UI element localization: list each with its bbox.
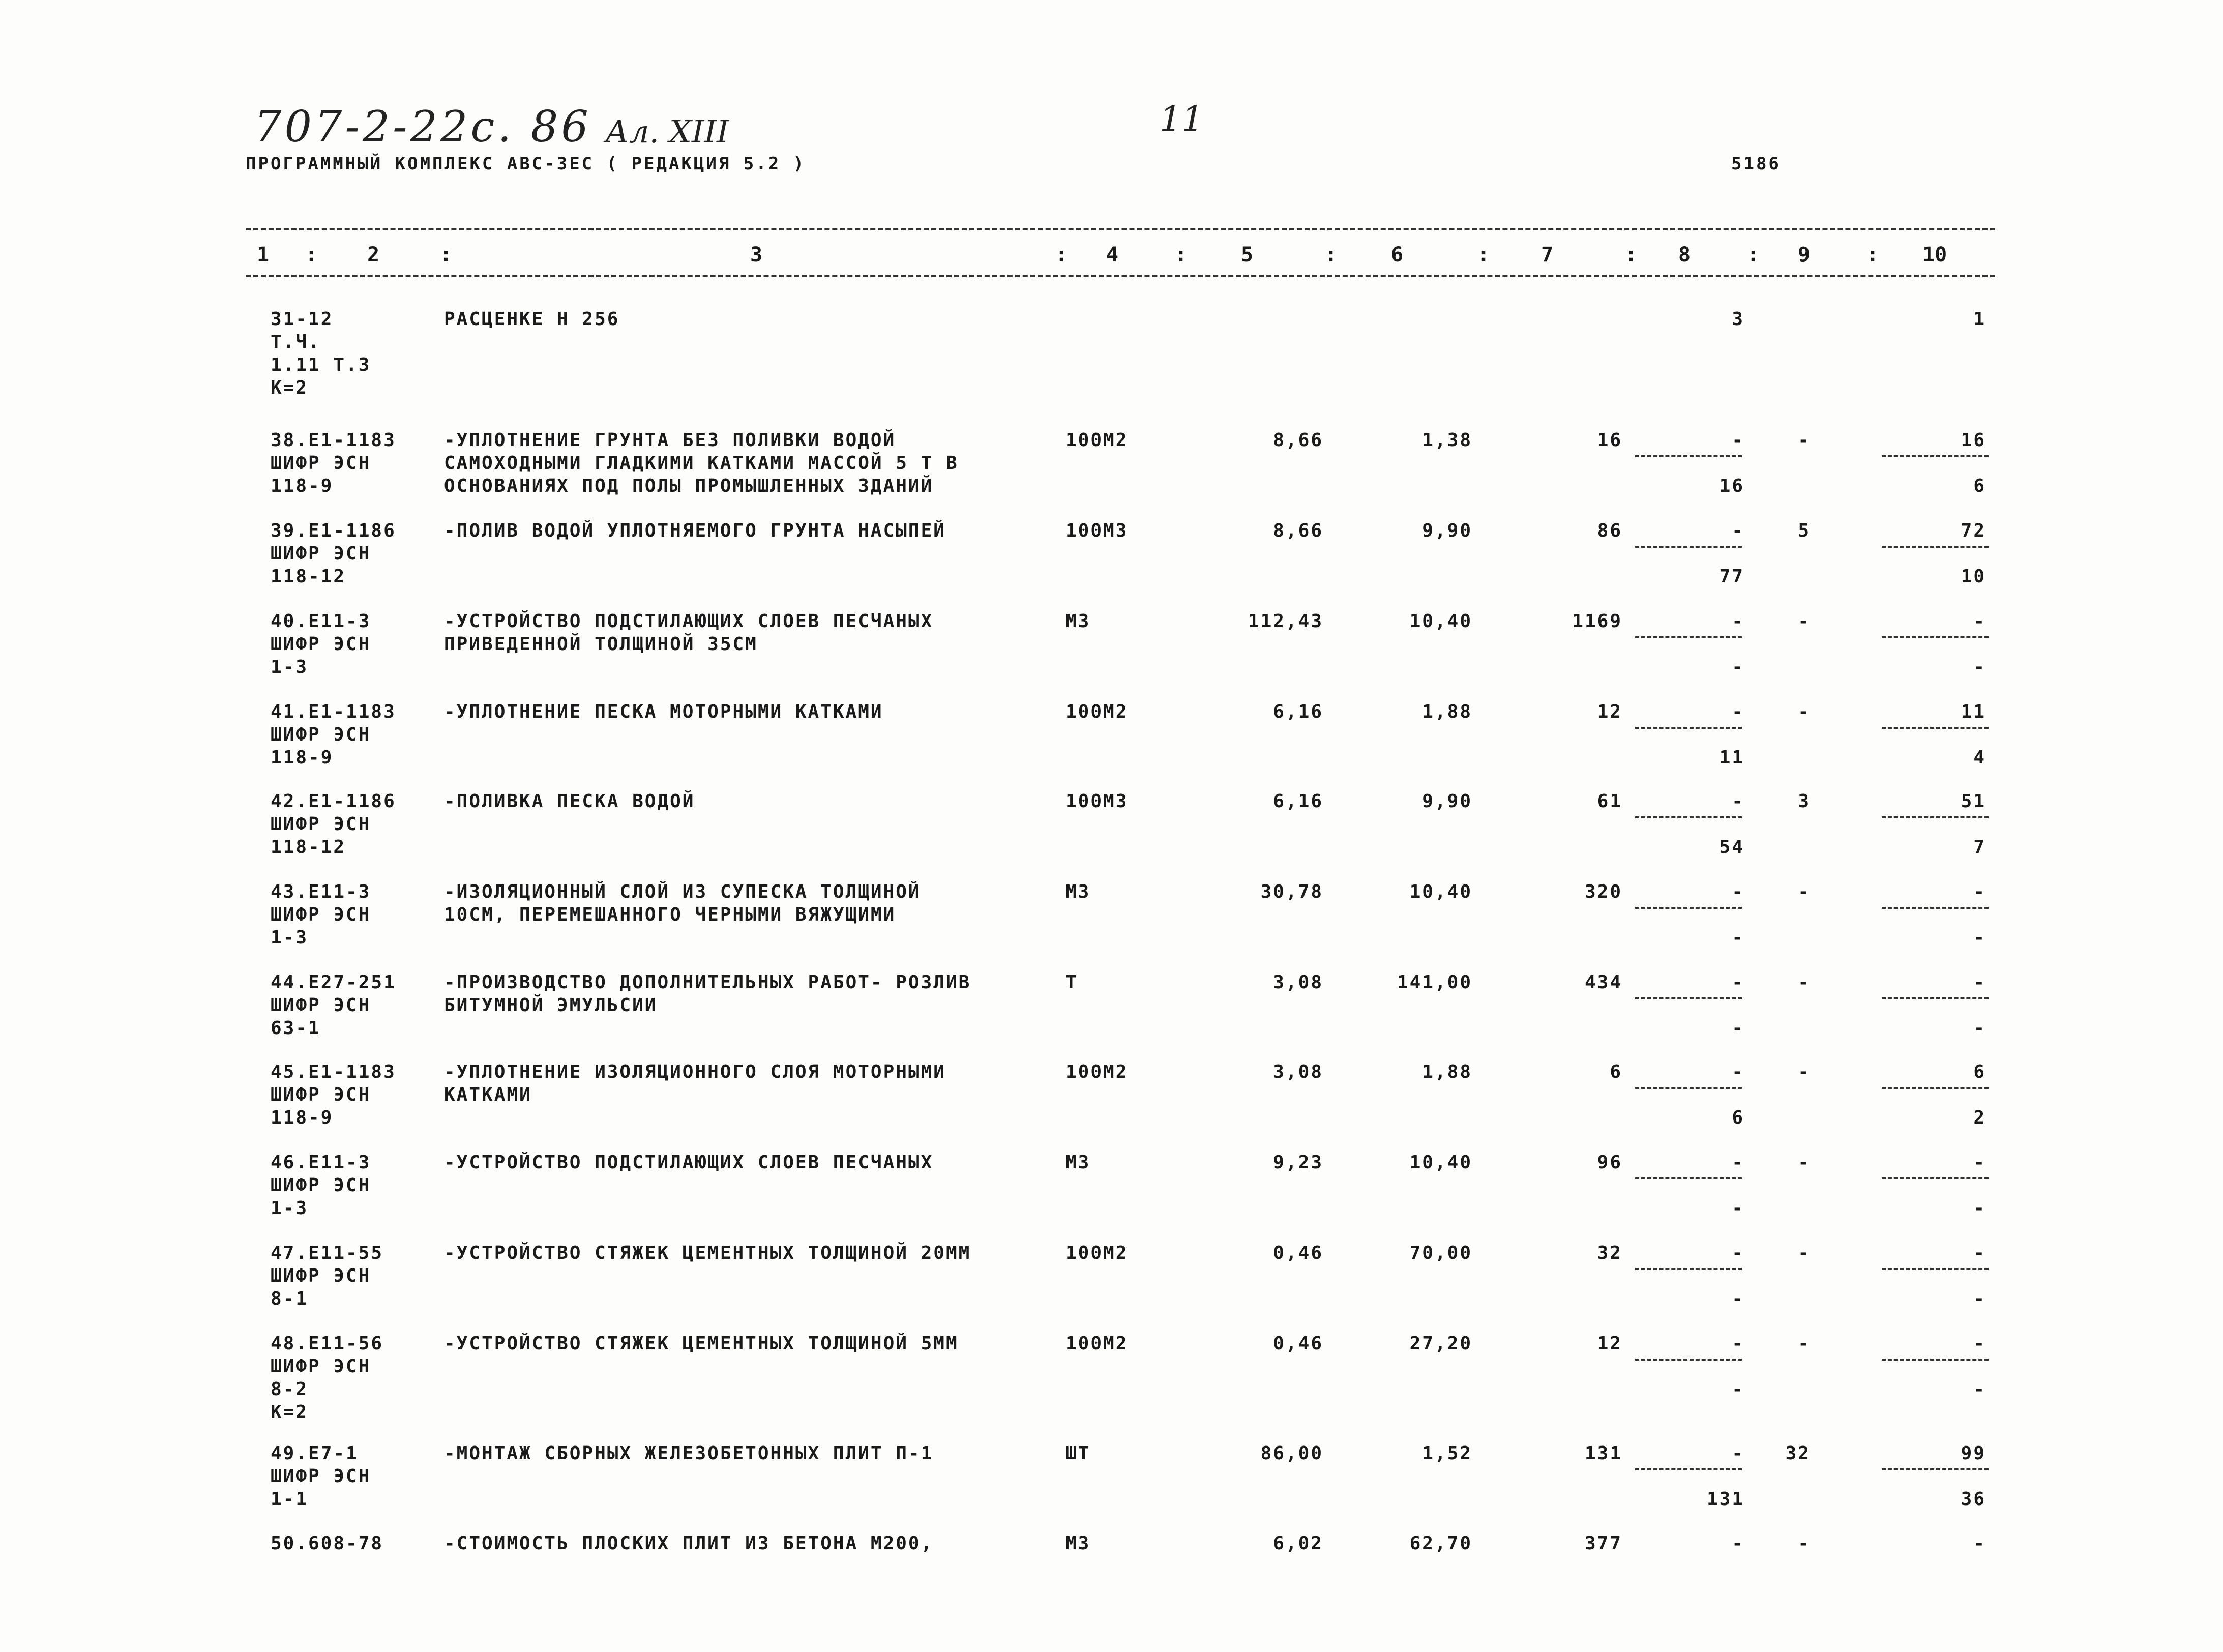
row-code-line: 118-12: [271, 566, 346, 587]
row-description-line: -ПОЛИВ ВОДОЙ УПЛОТНЯЕМОГО ГРУНТА НАСЫПЕЙ: [444, 520, 946, 541]
row-col8-top: -: [1732, 791, 1744, 812]
col10-divider: [1882, 907, 1989, 909]
col8-divider: [1635, 907, 1742, 909]
col8-divider: [1635, 1468, 1742, 1470]
row-code-line: 40.Е11-3: [271, 611, 371, 632]
row-col8-bottom: 77: [1719, 566, 1744, 587]
row-unit-price: 27,20: [1409, 1333, 1472, 1354]
row-total-cost: 320: [1584, 881, 1622, 902]
row-description-line: КАТКАМИ: [444, 1084, 532, 1105]
row-quantity: 8,66: [1273, 520, 1323, 541]
row-col8-top: -: [1732, 972, 1744, 993]
row-description-line: -СТОИМОСТЬ ПЛОСКИХ ПЛИТ ИЗ БЕТОНА М200,: [444, 1533, 934, 1554]
row-description-line: -МОНТАЖ СБОРНЫХ ЖЕЛЕЗОБЕТОННЫХ ПЛИТ П-1: [444, 1443, 934, 1464]
row-col10-top: 99: [1961, 1443, 1986, 1464]
column-separator: :: [1325, 243, 1338, 267]
row-col10-top: 11: [1961, 701, 1986, 722]
row-code-line: ШИФР ЭСН: [271, 1356, 371, 1377]
row-unit-price: 1,38: [1422, 430, 1472, 451]
row-col10-bottom: 4: [1973, 747, 1986, 768]
row-col8-top: -: [1732, 1533, 1744, 1554]
column-separator: :: [1625, 243, 1638, 267]
row-code-line: 1-3: [271, 657, 309, 677]
row-col9: -: [1798, 1152, 1811, 1173]
column-header: 6: [1391, 243, 1404, 267]
row-description-line: -УПЛОТНЕНИЕ ИЗОЛЯЦИОННОГО СЛОЯ МОТОРНЫМИ: [444, 1061, 946, 1082]
row-total-cost: 61: [1597, 791, 1622, 812]
row-col9: -: [1798, 701, 1811, 722]
row-quantity: 86,00: [1260, 1443, 1323, 1464]
row-code-line: 118-12: [271, 837, 346, 858]
row-col10-top: -: [1973, 1243, 1986, 1263]
row-code-line: 44.Е27-251: [271, 972, 396, 993]
row-code-line: 118-9: [271, 747, 334, 768]
column-header: 1: [257, 243, 270, 267]
row-col10-top: -: [1973, 1152, 1986, 1173]
row-code-line: 1.11 Т.3: [271, 355, 371, 375]
column-separator: :: [1866, 243, 1879, 267]
col8-divider: [1635, 546, 1742, 548]
row-col9: -: [1798, 430, 1811, 451]
row-description-line: РАСЦЕНКЕ Н 256: [444, 309, 620, 330]
row-col10-bottom: -: [1973, 1379, 1986, 1400]
row-code-line: ШИФР ЭСН: [271, 1084, 371, 1105]
row-code-line: ШИФР ЭСН: [271, 1175, 371, 1196]
row-unit: М3: [1065, 1533, 1091, 1554]
row-code-line: 49.Е7-1: [271, 1443, 359, 1464]
program-line: ПРОГРАММНЫЙ КОМПЛЕКС АВС-3ЕС ( РЕДАКЦИЯ 5.2 ): [246, 154, 806, 174]
row-col8-top: -: [1732, 1333, 1744, 1354]
row-col10-top: -: [1973, 1533, 1986, 1554]
col8-divider: [1635, 1087, 1742, 1089]
row-total-cost: 16: [1597, 430, 1622, 451]
row-code-line: ШИФР ЭСН: [271, 1466, 371, 1487]
row-col10-bottom: 6: [1973, 476, 1986, 496]
row-total-cost: 131: [1584, 1443, 1622, 1464]
row-code-line: ШИФР ЭСН: [271, 724, 371, 745]
row-col9: 5: [1798, 520, 1811, 541]
row-code-line: 45.Е1-1183: [271, 1061, 396, 1082]
header-bottom-rule: [246, 275, 1995, 277]
col10-divider: [1882, 636, 1989, 638]
row-unit-price: 62,70: [1409, 1533, 1472, 1554]
row-code-line: К=2: [271, 377, 309, 398]
row-description-line: САМОХОДНЫМИ ГЛАДКИМИ КАТКАМИ МАССОЙ 5 Т В: [444, 453, 959, 474]
row-code-line: 31-12: [271, 309, 334, 330]
row-col8-bottom: 11: [1719, 747, 1744, 768]
row-unit-price: 1,88: [1422, 1061, 1472, 1082]
row-quantity: 3,08: [1273, 972, 1323, 993]
column-separator: :: [1747, 243, 1760, 267]
column-header: 2: [367, 243, 380, 267]
row-unit-price: 70,00: [1409, 1243, 1472, 1263]
row-col8-top: -: [1732, 520, 1744, 541]
row-total-cost: 32: [1597, 1243, 1622, 1263]
col8-divider: [1635, 997, 1742, 999]
row-unit-price: 10,40: [1409, 881, 1472, 902]
row-unit-price: 1,88: [1422, 701, 1472, 722]
row-code-line: 38.Е1-1183: [271, 430, 396, 451]
col10-divider: [1882, 1359, 1989, 1361]
row-col8-bottom: -: [1732, 927, 1744, 948]
row-col10-bottom: -: [1973, 1288, 1986, 1309]
column-header: 7: [1541, 243, 1554, 267]
row-col8-bottom: -: [1732, 657, 1744, 677]
row-total-cost: 86: [1597, 520, 1622, 541]
row-col10-top: 72: [1961, 520, 1986, 541]
row-col10-top: 51: [1961, 791, 1986, 812]
row-total-cost: 12: [1597, 701, 1622, 722]
row-col8-top: -: [1732, 881, 1744, 902]
row-col8-top: -: [1732, 701, 1744, 722]
row-unit: М3: [1065, 1152, 1091, 1173]
row-col10-top: -: [1973, 881, 1986, 902]
table-top-rule: [246, 228, 1995, 230]
row-col10-bottom: -: [1973, 657, 1986, 677]
row-unit: М3: [1065, 881, 1091, 902]
row-col8-bottom: -: [1732, 1288, 1744, 1309]
row-unit: 100М3: [1065, 520, 1129, 541]
column-separator: :: [440, 243, 453, 267]
row-col10-top: 16: [1961, 430, 1986, 451]
col10-divider: [1882, 727, 1989, 729]
row-col8-bottom: 16: [1719, 476, 1744, 496]
row-code-line: ШИФР ЭСН: [271, 453, 371, 474]
row-col8-bottom: -: [1732, 1018, 1744, 1039]
document-number: 5186: [1731, 154, 1781, 174]
row-description-line: -ПРОИЗВОДСТВО ДОПОЛНИТЕЛЬНЫХ РАБОТ- РОЗЛИВ: [444, 972, 971, 993]
row-unit-price: 1,52: [1422, 1443, 1472, 1464]
row-unit-price: 141,00: [1397, 972, 1472, 993]
column-header: 9: [1798, 243, 1811, 267]
row-total-cost: 6: [1610, 1061, 1622, 1082]
row-total-cost: 96: [1597, 1152, 1622, 1173]
row-col8-top: 3: [1732, 309, 1744, 330]
row-col9: -: [1798, 611, 1811, 632]
col8-divider: [1635, 1268, 1742, 1270]
row-col10-top: -: [1973, 611, 1986, 632]
col10-divider: [1882, 546, 1989, 548]
row-code-line: 1-3: [271, 927, 309, 948]
row-total-cost: 12: [1597, 1333, 1622, 1354]
row-col10-bottom: 7: [1973, 837, 1986, 858]
row-code-line: 1-1: [271, 1489, 309, 1510]
row-code-line: 50.608-78: [271, 1533, 384, 1554]
row-quantity: 6,16: [1273, 701, 1323, 722]
row-description-line: -УСТРОЙСТВО ПОДСТИЛАЮЩИХ СЛОЕВ ПЕСЧАНЫХ: [444, 1152, 934, 1173]
col10-divider: [1882, 816, 1989, 818]
row-col9: -: [1798, 1333, 1811, 1354]
col8-divider: [1635, 1359, 1742, 1361]
col10-divider: [1882, 455, 1989, 457]
row-code-line: Т.Ч.: [271, 332, 321, 352]
col8-divider: [1635, 455, 1742, 457]
row-col8-top: -: [1732, 1443, 1744, 1464]
column-separator: :: [1477, 243, 1490, 267]
row-col9: -: [1798, 1061, 1811, 1082]
row-unit: 100М2: [1065, 430, 1129, 451]
row-unit: Т: [1065, 972, 1078, 993]
row-unit: М3: [1065, 611, 1091, 632]
row-code-line: К=2: [271, 1402, 309, 1423]
row-quantity: 0,46: [1273, 1243, 1323, 1263]
row-col8-top: -: [1732, 1061, 1744, 1082]
col8-divider: [1635, 636, 1742, 638]
row-col9: -: [1798, 1533, 1811, 1554]
row-unit-price: 10,40: [1409, 611, 1472, 632]
row-code-line: 63-1: [271, 1018, 321, 1039]
column-header: 4: [1106, 243, 1119, 267]
row-quantity: 3,08: [1273, 1061, 1323, 1082]
row-description-line: ПРИВЕДЕННОЙ ТОЛЩИНОЙ 35СМ: [444, 634, 758, 655]
row-quantity: 0,46: [1273, 1333, 1323, 1354]
row-quantity: 6,02: [1273, 1533, 1323, 1554]
row-col10-top: -: [1973, 972, 1986, 993]
column-header: 10: [1922, 243, 1947, 267]
row-quantity: 30,78: [1260, 881, 1323, 902]
col10-divider: [1882, 1468, 1989, 1470]
row-col8-bottom: 6: [1732, 1107, 1744, 1128]
page-number: 11: [1160, 99, 1204, 139]
col10-divider: [1882, 1268, 1989, 1270]
row-col10-top: -: [1973, 1333, 1986, 1354]
row-col10-top: 6: [1973, 1061, 1986, 1082]
row-unit-price: 9,90: [1422, 520, 1472, 541]
row-col10-bottom: -: [1973, 1198, 1986, 1219]
column-separator: :: [1055, 243, 1068, 267]
row-code-line: ШИФР ЭСН: [271, 1265, 371, 1286]
row-unit-price: 9,90: [1422, 791, 1472, 812]
sheet-label: Ал. XIII: [605, 113, 729, 150]
row-code-line: 47.Е11-55: [271, 1243, 384, 1263]
col10-divider: [1882, 997, 1989, 999]
row-total-cost: 377: [1584, 1533, 1622, 1554]
row-unit-price: 10,40: [1409, 1152, 1472, 1173]
row-description-line: -УСТРОЙСТВО ПОДСТИЛАЮЩИХ СЛОЕВ ПЕСЧАНЫХ: [444, 611, 934, 632]
row-col9: -: [1798, 881, 1811, 902]
row-description-line: -УСТРОЙСТВО СТЯЖЕК ЦЕМЕНТНЫХ ТОЛЩИНОЙ 20ММ: [444, 1243, 971, 1263]
row-code-line: 118-9: [271, 476, 334, 496]
col8-divider: [1635, 1177, 1742, 1179]
row-description-line: -ИЗОЛЯЦИОННЫЙ СЛОЙ ИЗ СУПЕСКА ТОЛЩИНОЙ: [444, 881, 921, 902]
row-unit: 100М2: [1065, 701, 1129, 722]
column-separator: :: [1175, 243, 1188, 267]
row-col9: -: [1798, 972, 1811, 993]
row-col8-top: -: [1732, 1152, 1744, 1173]
row-unit: 100М2: [1065, 1243, 1129, 1263]
row-quantity: 6,16: [1273, 791, 1323, 812]
row-code-line: 118-9: [271, 1107, 334, 1128]
row-col10-top: 1: [1973, 309, 1986, 330]
row-col9: 32: [1785, 1443, 1811, 1464]
row-col10-bottom: 2: [1973, 1107, 1986, 1128]
row-description-line: -УПЛОТНЕНИЕ ГРУНТА БЕЗ ПОЛИВКИ ВОДОЙ: [444, 430, 896, 451]
column-header: 8: [1678, 243, 1691, 267]
row-unit: 100М2: [1065, 1333, 1129, 1354]
row-quantity: 112,43: [1248, 611, 1323, 632]
row-code-line: ШИФР ЭСН: [271, 995, 371, 1016]
row-code-line: ШИФР ЭСН: [271, 814, 371, 835]
row-total-cost: 434: [1584, 972, 1622, 993]
row-col8-bottom: -: [1732, 1198, 1744, 1219]
row-code-line: 46.Е11-3: [271, 1152, 371, 1173]
row-code-line: 48.Е11-56: [271, 1333, 384, 1354]
row-col10-bottom: 10: [1961, 566, 1986, 587]
row-description-line: -УСТРОЙСТВО СТЯЖЕК ЦЕМЕНТНЫХ ТОЛЩИНОЙ 5ММ: [444, 1333, 959, 1354]
col10-divider: [1882, 1177, 1989, 1179]
row-code-line: 1-3: [271, 1198, 309, 1219]
row-code-line: 39.Е1-1186: [271, 520, 396, 541]
row-description-line: -ПОЛИВКА ПЕСКА ВОДОЙ: [444, 791, 695, 812]
row-col8-top: -: [1732, 1243, 1744, 1263]
row-unit: 100М3: [1065, 791, 1129, 812]
row-code-line: 43.Е11-3: [271, 881, 371, 902]
row-col8-top: -: [1732, 611, 1744, 632]
row-code-line: ШИФР ЭСН: [271, 634, 371, 655]
row-description-line: ОСНОВАНИЯХ ПОД ПОЛЫ ПРОМЫШЛЕННЫХ ЗДАНИЙ: [444, 476, 934, 496]
document-code: 707-2-22c. 86: [254, 102, 591, 152]
row-col8-bottom: 54: [1719, 837, 1744, 858]
row-col9: 3: [1798, 791, 1811, 812]
row-description-line: БИТУМНОЙ ЭМУЛЬСИИ: [444, 995, 658, 1016]
row-unit: ШТ: [1065, 1443, 1091, 1464]
row-code-line: 41.Е1-1183: [271, 701, 396, 722]
row-total-cost: 1169: [1572, 611, 1622, 632]
col8-divider: [1635, 727, 1742, 729]
row-col10-bottom: -: [1973, 1018, 1986, 1039]
row-code-line: 8-1: [271, 1288, 309, 1309]
row-col8-bottom: -: [1732, 1379, 1744, 1400]
column-separator: :: [305, 243, 318, 267]
row-code-line: 8-2: [271, 1379, 309, 1400]
row-code-line: ШИФР ЭСН: [271, 543, 371, 564]
row-description-line: -УПЛОТНЕНИЕ ПЕСКА МОТОРНЫМИ КАТКАМИ: [444, 701, 883, 722]
col10-divider: [1882, 1087, 1989, 1089]
row-description-line: 10СМ, ПЕРЕМЕШАННОГО ЧЕРНЫМИ ВЯЖУЩИМИ: [444, 904, 896, 925]
row-code-line: ШИФР ЭСН: [271, 904, 371, 925]
row-col9: -: [1798, 1243, 1811, 1263]
col8-divider: [1635, 816, 1742, 818]
row-col10-bottom: 36: [1961, 1489, 1986, 1510]
row-quantity: 9,23: [1273, 1152, 1323, 1173]
row-col8-bottom: 131: [1706, 1489, 1744, 1510]
row-col8-top: -: [1732, 430, 1744, 451]
row-code-line: 42.Е1-1186: [271, 791, 396, 812]
row-unit: 100М2: [1065, 1061, 1129, 1082]
row-col10-bottom: -: [1973, 927, 1986, 948]
column-header: 5: [1241, 243, 1254, 267]
column-header: 3: [750, 243, 763, 267]
row-quantity: 8,66: [1273, 430, 1323, 451]
